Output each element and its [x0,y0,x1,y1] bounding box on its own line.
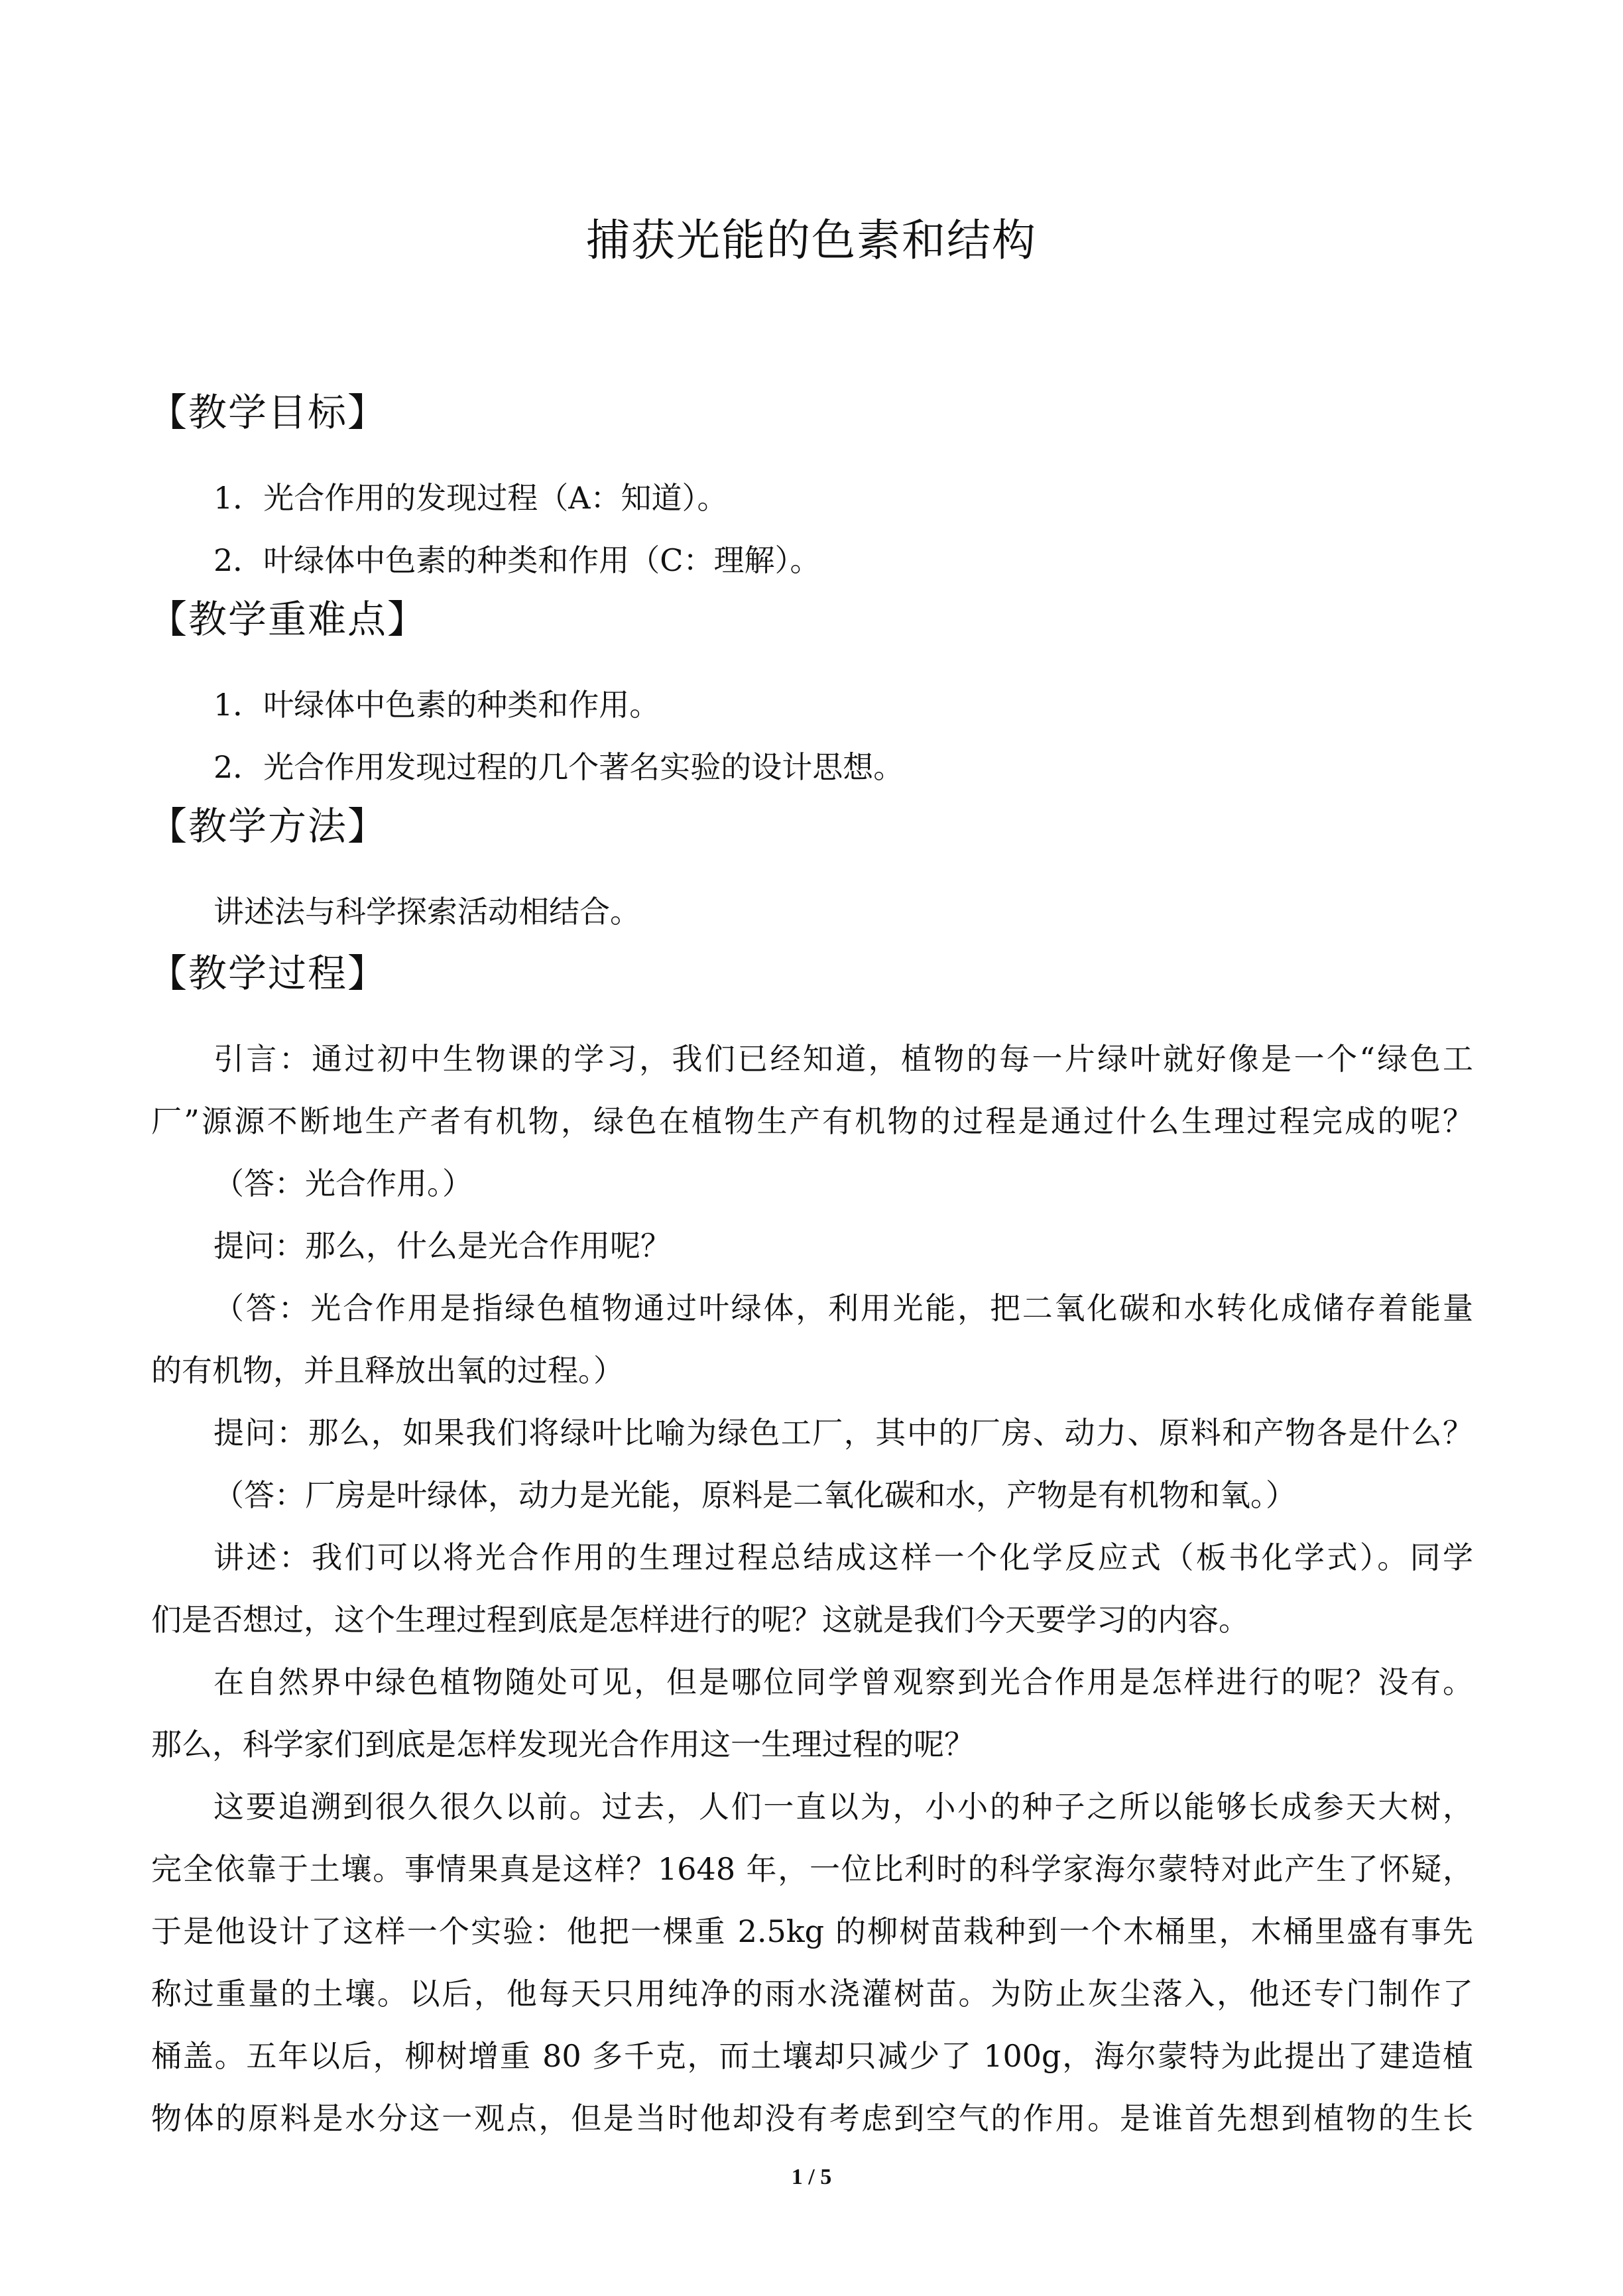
process-line: （答：光合作用。） [213,1166,473,1201]
heading-objectives: 【教学目标】 [149,390,388,435]
key-point-item: 2．光合作用发现过程的几个著名实验的设计思想。 [213,749,904,785]
process-line: 提问：那么，什么是光合作用呢？ [213,1228,671,1264]
objective-item: 2．叶绿体中色素的种类和作用（C：理解）。 [213,542,821,578]
method-item: 讲述法与科学探索活动相结合。 [213,894,640,930]
process-line: 于是他设计了这样一个实验：他把一棵重 2.5kg 的柳树苗栽种到一个木桶里，木桶里盛有事先 [151,1913,1473,1949]
process-line: 称过重量的土壤。以后，他每天只用纯净的雨水浇灌树苗。为防止灰尘落入，他还专门制作了 [151,1976,1473,2012]
heading-methods: 【教学方法】 [149,804,388,849]
process-line: 完全依靠于土壤。事情果真是这样？1648 年，一位比利时的科学家海尔蒙特对此产生了怀疑， [151,1851,1473,1887]
process-line: 这要追溯到很久很久以前。过去，人们一直以为，小小的种子之所以能够长成参天大树， [213,1789,1473,1825]
process-line: 厂”源源不断地生产者有机物，绿色在植物生产有机物的过程是通过什么生理过程完成的呢？ [151,1103,1473,1139]
process-line: 引言：通过初中生物课的学习，我们已经知道，植物的每一片绿叶就好像是一个“绿色工 [213,1041,1473,1077]
process-line: 桶盖。五年以后，柳树增重 80 多千克，而土壤却只减少了 100g，海尔蒙特为此提出了建造植 [151,2038,1473,2074]
process-line: 讲述：我们可以将光合作用的生理过程总结成这样一个化学反应式（板书化学式）。同学 [213,1540,1473,1575]
process-line: 的有机物，并且释放出氧的过程。） [151,1353,624,1388]
process-line: 们是否想过，这个生理过程到底是怎样进行的呢？这就是我们今天要学习的内容。 [151,1602,1249,1638]
process-line: 物体的原料是水分这一观点，但是当时他却没有考虑到空气的作用。是谁首先想到植物的生长 [151,2100,1473,2136]
heading-key-points: 【教学重难点】 [149,597,428,642]
process-line: 在自然界中绿色植物随处可见，但是哪位同学曾观察到光合作用是怎样进行的呢？没有。 [213,1664,1473,1700]
document-title: 捕获光能的色素和结构 [586,215,1037,266]
process-line: （答：厂房是叶绿体，动力是光能，原料是二氧化碳和水，产物是有机物和氧。） [213,1477,1296,1513]
page-number: 1 / 5 [791,2165,832,2189]
heading-process: 【教学过程】 [149,951,388,996]
process-line: 那么，科学家们到底是怎样发现光合作用这一生理过程的呢？ [151,1726,975,1762]
key-point-item: 1．叶绿体中色素的种类和作用。 [213,687,660,723]
process-line: 提问：那么，如果我们将绿叶比喻为绿色工厂，其中的厂房、动力、原料和产物各是什么？ [213,1415,1473,1451]
process-line: （答：光合作用是指绿色植物通过叶绿体，利用光能，把二氧化碳和水转化成储存着能量 [213,1290,1473,1326]
objective-item: 1．光合作用的发现过程（A：知道）。 [213,480,728,516]
